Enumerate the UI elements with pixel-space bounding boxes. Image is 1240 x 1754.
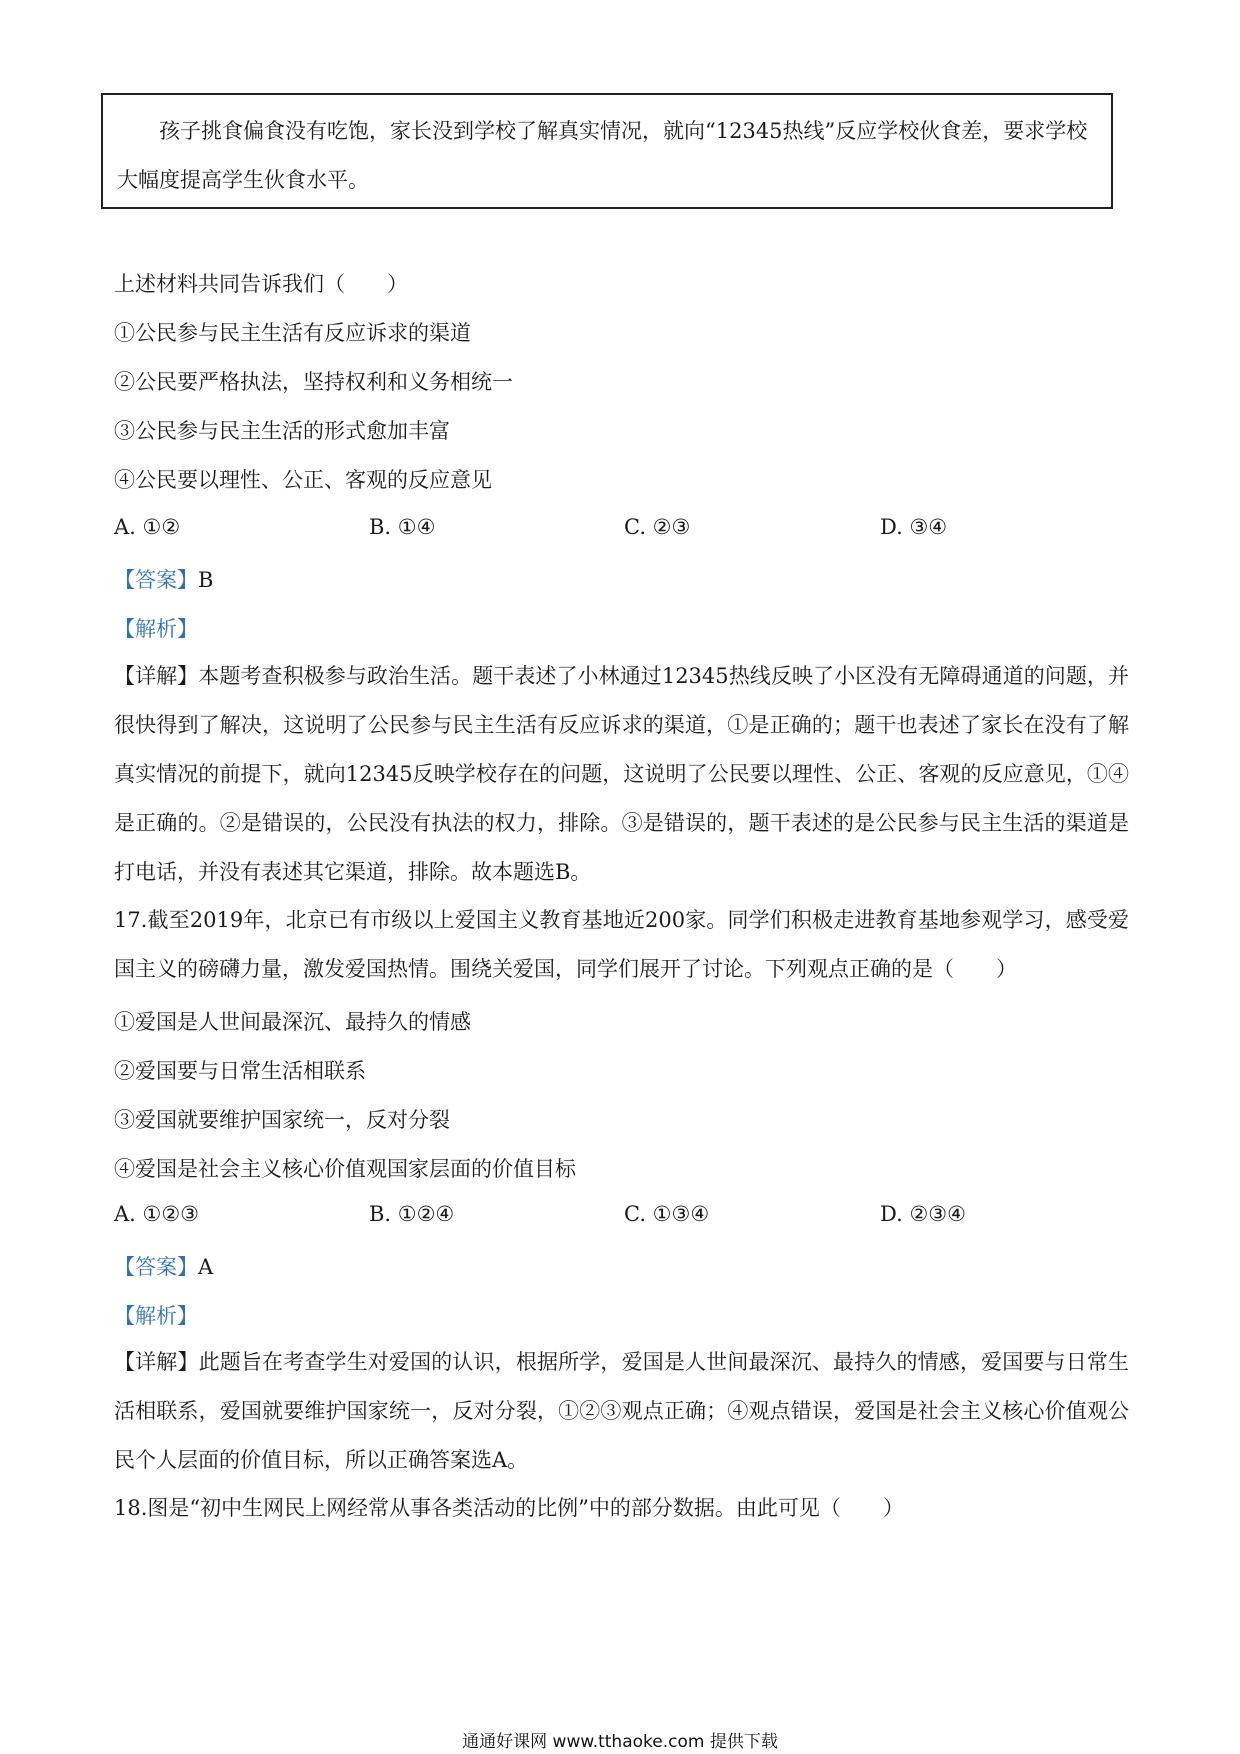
q17-item-1: ①爱国是人世间最深沉、最持久的情感 — [114, 1010, 471, 1034]
q16-answer — [114, 564, 213, 594]
q16-option-a: A. ①② — [114, 515, 181, 539]
q17-stem: 17.截至2019年，北京已有市级以上爱国主义教育基地近200家。同学们积极走进教育基地参观学习，感受爱国主义的磅礴力量，激发爱国热情。围绕关爱国，同学们展开了讨论。下列观点正确的是（ ） — [114, 908, 1129, 981]
q16-item-3: ③公民参与民主生活的形式愈加丰富 — [114, 419, 450, 443]
q16-stem: 上述材料共同告诉我们（ ） — [114, 272, 408, 296]
q17-item-3: ③爱国就要维护国家统一，反对分裂 — [114, 1108, 450, 1132]
q16-answer-value: B — [198, 568, 214, 592]
q18-stem: 18.图是“初中生网民上网经常从事各类活动的比例”中的部分数据。由此可见（ ） — [114, 1496, 904, 1520]
q17-answer — [114, 1251, 213, 1281]
q17-item-4: ④爱国是社会主义核心价值观国家层面的价值目标 — [114, 1157, 576, 1181]
q17-option-c: C. ①③④ — [624, 1202, 710, 1226]
q17-analysis-tag: 【解析】 — [114, 1304, 198, 1328]
q17-answer-tag: 【答案】 — [114, 1255, 198, 1279]
q17-item-2: ②爱国要与日常生活相联系 — [114, 1059, 366, 1083]
material-text: 孩子挑食偏食没有吃饱，家长没到学校了解真实情况，就向“12345热线”反应学校伙食差，要求学校大幅度提高学生伙食水平。 — [117, 119, 1088, 192]
q16-item-1: ①公民参与民主生活有反应诉求的渠道 — [114, 321, 471, 345]
q16-analysis-tag: 【解析】 — [114, 617, 198, 641]
q16-item-2: ②公民要严格执法，坚持权利和义务相统一 — [114, 370, 513, 394]
q17-detail: 【详解】此题旨在考查学生对爱国的认识，根据所学，爱国是人世间最深沉、最持久的情感，爱国要与日常生活相联系，爱国就要维护国家统一，反对分裂，①②③观点正确；④观点错误，爱国是社会主义核心价值观公民个人层面的价值目标，所以正确答案选A。 — [114, 1350, 1129, 1472]
q16-option-c: C. ②③ — [624, 515, 691, 539]
q17-option-b: B. ①②④ — [369, 1202, 455, 1226]
q16-item-4: ④公民要以理性、公正、客观的反应意见 — [114, 468, 492, 492]
q16-answer-tag: 【答案】 — [114, 568, 198, 592]
material-box — [101, 93, 1113, 209]
q16-option-d: D. ③④ — [880, 515, 948, 539]
q16-option-b: B. ①④ — [369, 515, 436, 539]
q17-answer-value: A — [198, 1255, 214, 1279]
footer-download-note: 通通好课网 www.tthaoke.com 提供下载 — [462, 1732, 778, 1752]
q16-detail: 【详解】本题考查积极参与政治生活。题干表述了小林通过12345热线反映了小区没有无障碍通道的问题，并很快得到了解决，这说明了公民参与民主生活有反应诉求的渠道，①是正确的；题干也表述了家长在没有了解真实情况的前提下，就向12345反映学校存在的问题，这说明了公民要以理性、公正、客观的反应意见，①④是正确的。②是错误的，公民没有执法的权力，排除。③是错误的，题干表述的是公民参与民主生活的渠道是打电话，并没有表述其它渠道，排除。故本题选B。 — [114, 664, 1129, 884]
q17-option-d: D. ②③④ — [880, 1202, 966, 1226]
q17-option-a: A. ①②③ — [114, 1202, 199, 1226]
